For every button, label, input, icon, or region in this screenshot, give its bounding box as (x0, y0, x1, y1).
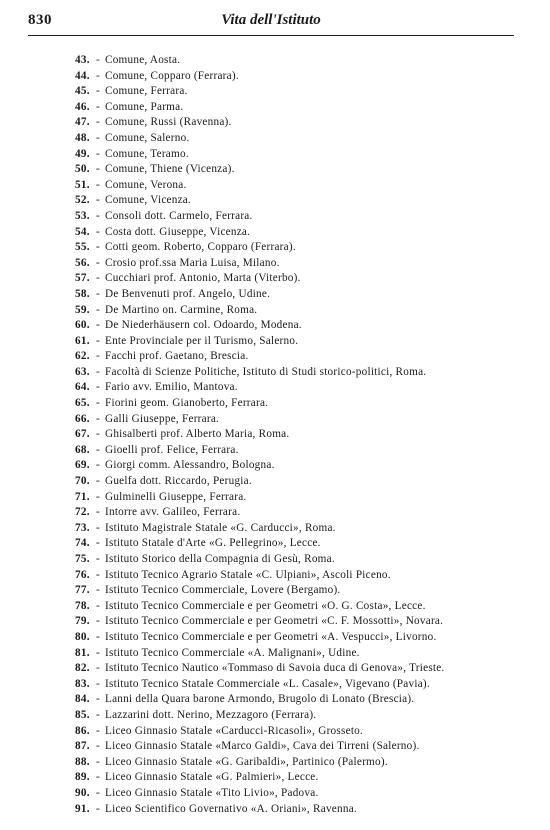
entry-separator: - (96, 209, 100, 222)
list-item (75, 661, 535, 677)
entry-separator: - (96, 272, 100, 285)
entry-text: Guelfa dott. Riccardo, Perugia. (105, 475, 252, 488)
page-header (28, 12, 514, 34)
entry-separator: - (96, 459, 100, 472)
entry-separator: - (96, 287, 100, 300)
entry-text: Istituto Tecnico Commerciale, Lovere (Bergamo). (105, 584, 341, 597)
entry-number: 80. (75, 630, 90, 643)
entry-separator: - (96, 724, 100, 737)
entry-number: 77. (75, 584, 90, 597)
entry-separator: - (96, 490, 100, 503)
entry-text: Liceo Ginnasio Statale «Marco Galdi», Cava dei Tirreni (Salerno). (105, 740, 420, 753)
entry-separator: - (96, 319, 100, 332)
list-item (75, 583, 535, 599)
list-item (75, 521, 535, 537)
entry-number: 86. (75, 724, 90, 737)
header-rule (28, 35, 514, 36)
list-item (75, 334, 535, 350)
entry-number: 66. (75, 412, 90, 425)
entry-separator: - (96, 662, 100, 675)
list-item (75, 458, 535, 474)
list-item (75, 474, 535, 490)
entry-number: 88. (75, 755, 90, 768)
entry-separator: - (96, 755, 100, 768)
entry-text: Costa dott. Giuseppe, Vicenza. (105, 225, 251, 238)
entry-separator: - (96, 163, 100, 176)
entry-separator: - (96, 85, 100, 98)
entry-number: 48. (75, 131, 90, 144)
list-item (75, 739, 535, 755)
entry-number: 51. (75, 178, 90, 191)
entry-number: 67. (75, 428, 90, 441)
entry-text: Gulminelli Giuseppe, Ferrara. (105, 490, 247, 503)
entry-text: Facchi prof. Gaetano, Brescia. (105, 350, 249, 363)
running-title: Vita dell'Istituto (221, 12, 321, 28)
entry-text: Comune, Salerno. (105, 131, 190, 144)
entry-text: Cotti geom. Roberto, Copparo (Ferrara). (105, 241, 296, 254)
entry-separator: - (96, 194, 100, 207)
entry-text: Liceo Ginnasio Statale «Tito Livio», Padova. (105, 786, 319, 799)
entry-separator: - (96, 693, 100, 706)
list-item (75, 505, 535, 521)
list-item (75, 599, 535, 615)
entry-separator: - (96, 584, 100, 597)
entry-number: 63. (75, 365, 90, 378)
entry-number: 44. (75, 69, 90, 82)
entry-number: 62. (75, 350, 90, 363)
entry-text: De Martino on. Carmine, Roma. (105, 303, 258, 316)
entry-text: Istituto Tecnico Statale Commerciale «L. Casale», Vigevano (Pavia). (105, 677, 430, 690)
list-item (75, 53, 535, 69)
list-item (75, 412, 535, 428)
entry-number: 91. (75, 802, 90, 815)
entry-number: 71. (75, 490, 90, 503)
list-item (75, 209, 535, 225)
entry-text: Fario avv. Emilio, Mantova. (105, 381, 238, 394)
entry-text: Comune, Vicenza. (105, 194, 192, 207)
entry-text: Istituto Statale d'Arte «G. Pellegrino», Lecce. (105, 537, 321, 550)
entry-text: Gioelli prof. Felice, Ferrara. (105, 443, 239, 456)
entry-number: 73. (75, 521, 90, 534)
list-item (75, 536, 535, 552)
entry-number: 57. (75, 272, 90, 285)
entry-separator: - (96, 225, 100, 238)
entry-separator: - (96, 802, 100, 815)
entry-number: 59. (75, 303, 90, 316)
list-item (75, 271, 535, 287)
list-item (75, 349, 535, 365)
entry-number: 89. (75, 771, 90, 784)
entry-text: Comune, Thiene (Vicenza). (105, 163, 235, 176)
entry-number: 52. (75, 194, 90, 207)
list-item (75, 646, 535, 662)
entry-number: 90. (75, 786, 90, 799)
entry-separator: - (96, 69, 100, 82)
entry-text: Istituto Storico della Compagnia di Gesù, Roma. (105, 553, 335, 565)
entry-separator: - (96, 630, 100, 643)
list-item (75, 552, 535, 568)
list-item (75, 178, 535, 194)
entry-number: 58. (75, 287, 90, 300)
entry-text: Comune, Copparo (Ferrara). (105, 69, 239, 82)
entry-separator: - (96, 241, 100, 254)
list-item (75, 490, 535, 506)
entry-text: Lanni della Quara barone Armondo, Brugolo di Lonato (Brescia). (105, 693, 415, 706)
entry-text: Istituto Tecnico Commerciale e per Geometri «A. Vespucci», Livorno. (105, 630, 437, 643)
entry-separator: - (96, 428, 100, 441)
entry-separator: - (96, 740, 100, 753)
entry-number: 50. (75, 163, 90, 176)
entry-text: Comune, Russi (Ravenna). (105, 116, 232, 129)
list-item (75, 786, 535, 802)
entry-text: Comune, Ferrara. (105, 85, 188, 98)
list-item (75, 708, 535, 724)
entry-text: Cucchiari prof. Antonio, Marta (Viterbo). (105, 272, 301, 285)
entry-text: Liceo Scientifico Governativo «A. Oriani», Ravenna. (105, 802, 357, 815)
entry-separator: - (96, 100, 100, 113)
entry-text: Ente Provinciale per il Turismo, Salerno. (105, 334, 299, 347)
list-item (75, 630, 535, 646)
entry-number: 43. (75, 54, 90, 66)
entry-separator: - (96, 350, 100, 363)
entry-text: Crosio prof.ssa Maria Luisa, Milano. (105, 256, 280, 269)
entry-text: Istituto Tecnico Commerciale «A. Malignani», Udine. (105, 646, 360, 659)
list-item (75, 427, 535, 443)
entry-separator: - (96, 397, 100, 410)
list-item (75, 380, 535, 396)
entry-separator: - (96, 54, 100, 66)
list-item (75, 396, 535, 412)
list-item (75, 677, 535, 693)
list-item (75, 568, 535, 584)
entry-text: Comune, Aosta. (105, 54, 181, 66)
entry-number: 72. (75, 506, 90, 519)
list-item (75, 193, 535, 209)
list-item (75, 692, 535, 708)
list-item (75, 318, 535, 334)
list-item (75, 287, 535, 303)
entry-number: 46. (75, 100, 90, 113)
entry-separator: - (96, 256, 100, 269)
list-item (75, 225, 535, 241)
entry-separator: - (96, 178, 100, 191)
entry-text: De Benvenuti prof. Angelo, Udine. (105, 287, 271, 300)
entry-text: De Niederhäusern col. Odoardo, Modena. (105, 319, 302, 332)
entry-separator: - (96, 771, 100, 784)
list-item (75, 443, 535, 459)
entry-text: Comune, Verona. (105, 178, 187, 191)
entry-number: 65. (75, 397, 90, 410)
entry-number: 60. (75, 319, 90, 332)
entry-separator: - (96, 568, 100, 581)
entry-separator: - (96, 131, 100, 144)
entry-number: 47. (75, 116, 90, 129)
entry-separator: - (96, 303, 100, 316)
list-item (75, 100, 535, 116)
list-item (75, 115, 535, 131)
entry-text: Consoli dott. Carmelo, Ferrara. (105, 209, 253, 222)
entry-number: 84. (75, 693, 90, 706)
entry-number: 75. (75, 553, 90, 565)
entry-separator: - (96, 334, 100, 347)
list-item (75, 724, 535, 740)
entry-number: 76. (75, 568, 90, 581)
list-item (75, 84, 535, 100)
list-item (75, 614, 535, 630)
entry-number: 79. (75, 615, 90, 628)
entry-number: 61. (75, 334, 90, 347)
entry-number: 49. (75, 147, 90, 160)
entry-separator: - (96, 599, 100, 612)
entry-separator: - (96, 365, 100, 378)
list-item (75, 162, 535, 178)
entry-text: Intorre avv. Galileo, Ferrara. (105, 506, 241, 519)
entry-number: 64. (75, 381, 90, 394)
list-item (75, 802, 535, 818)
entry-number: 74. (75, 537, 90, 550)
entry-text: Liceo Ginnasio Statale «G. Garibaldi», Partinico (Palermo). (105, 755, 388, 768)
entry-text: Lazzarini dott. Nerino, Mezzagoro (Ferrara). (105, 708, 317, 721)
entry-separator: - (96, 116, 100, 129)
entry-text: Istituto Tecnico Nautico «Tommaso di Savoia duca di Genova», Trieste. (105, 662, 445, 675)
entry-number: 69. (75, 459, 90, 472)
entry-text: Istituto Tecnico Commerciale e per Geometri «O. G. Costa», Lecce. (105, 599, 426, 612)
entry-number: 81. (75, 646, 90, 659)
list-item (75, 240, 535, 256)
entry-text: Liceo Ginnasio Statale «G. Palmieri», Lecce. (105, 771, 319, 784)
list-item (75, 365, 535, 381)
entry-text: Galli Giuseppe, Ferrara. (105, 412, 220, 425)
entry-separator: - (96, 677, 100, 690)
entry-number: 82. (75, 662, 90, 675)
entry-text: Giorgi comm. Alessandro, Bologna. (105, 459, 275, 472)
entry-separator: - (96, 381, 100, 394)
entry-separator: - (96, 615, 100, 628)
entry-separator: - (96, 646, 100, 659)
entry-number: 70. (75, 475, 90, 488)
entry-number: 53. (75, 209, 90, 222)
entry-number: 54. (75, 225, 90, 238)
entry-separator: - (96, 475, 100, 488)
page-number: 830 (28, 12, 52, 28)
entry-number: 68. (75, 443, 90, 456)
entry-separator: - (96, 553, 100, 565)
entry-separator: - (96, 506, 100, 519)
entry-text: Istituto Magistrale Statale «G. Carducci», Roma. (105, 521, 336, 534)
list-item (75, 131, 535, 147)
entry-separator: - (96, 708, 100, 721)
entry-text: Facoltà di Scienze Politiche, Istituto di Studi storico-politici, Roma. (105, 365, 427, 378)
entry-text: Liceo Ginnasio Statale «Carducci-Ricasoli», Grosseto. (105, 724, 364, 737)
entry-text: Ghisalberti prof. Alberto Maria, Roma. (105, 428, 290, 441)
entry-text: Istituto Tecnico Commerciale e per Geometri «C. F. Mossotti», Novara. (105, 615, 444, 628)
entry-separator: - (96, 786, 100, 799)
entry-number: 87. (75, 740, 90, 753)
entry-number: 55. (75, 241, 90, 254)
list-item (75, 69, 535, 85)
entry-number: 83. (75, 677, 90, 690)
list-item (75, 256, 535, 272)
entry-number: 56. (75, 256, 90, 269)
entry-list (75, 53, 535, 817)
entry-separator: - (96, 537, 100, 550)
entry-number: 78. (75, 599, 90, 612)
entry-text: Fiorini geom. Gianoberto, Ferrara. (105, 397, 269, 410)
entry-separator: - (96, 521, 100, 534)
entry-number: 45. (75, 85, 90, 98)
entry-separator: - (96, 147, 100, 160)
entry-text: Comune, Teramo. (105, 147, 189, 160)
entry-number: 85. (75, 708, 90, 721)
list-item (75, 303, 535, 319)
list-item (75, 755, 535, 771)
entry-text: Istituto Tecnico Agrario Statale «C. Ulpiani», Ascoli Piceno. (105, 568, 391, 581)
entry-separator: - (96, 443, 100, 456)
entry-text: Comune, Parma. (105, 100, 184, 113)
entry-separator: - (96, 412, 100, 425)
list-item (75, 147, 535, 163)
list-item (75, 770, 535, 786)
